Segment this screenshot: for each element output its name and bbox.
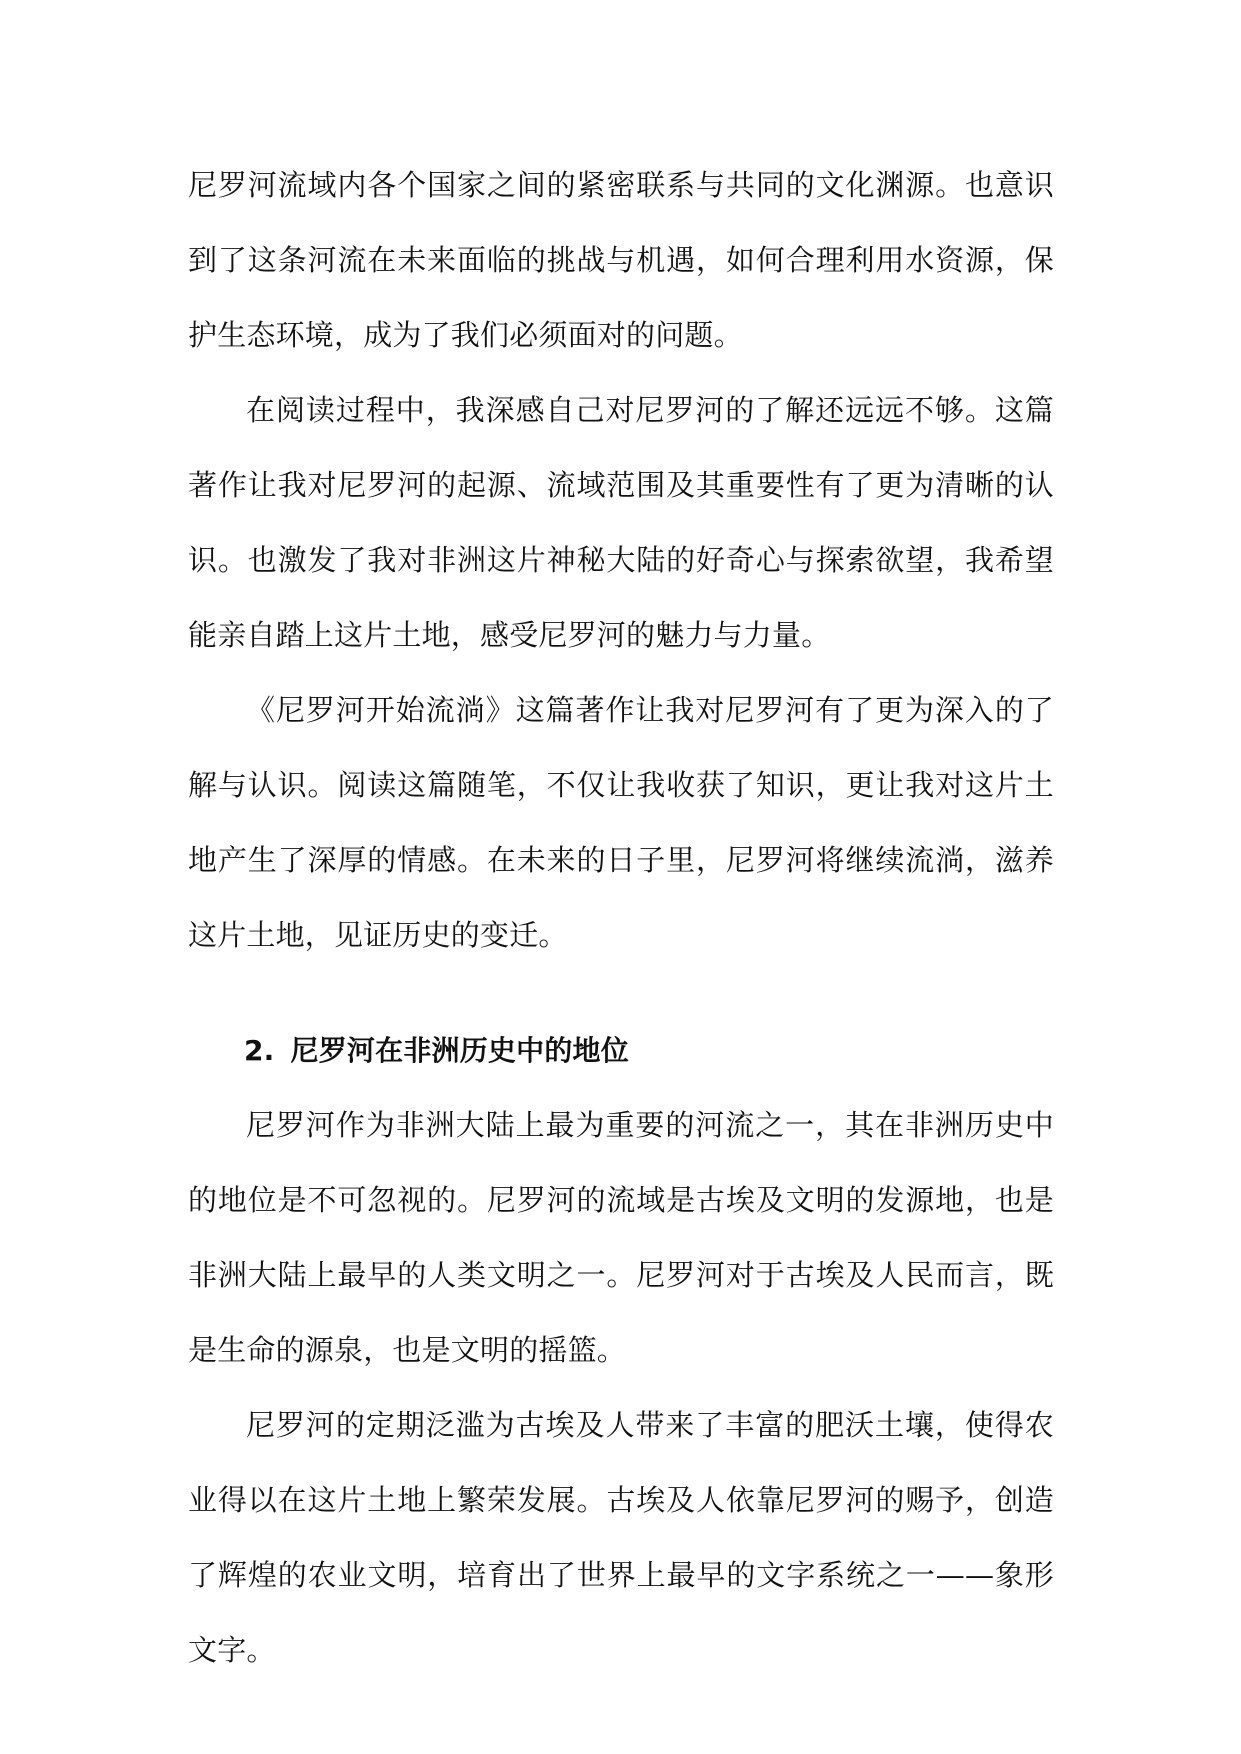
section-title: 尼罗河在非洲历史中的地位 bbox=[290, 1034, 629, 1067]
paragraph: 《尼罗河开始流淌》这篇著作让我对尼罗河有了更为深入的了解与认识。阅读这篇随笔，不仅让我收获了知识，更让我对这片土地产生了深厚的情感。在未来的日子里，尼罗河将继续流淌，滋养这片土地，见证历史的变迁。 bbox=[188, 693, 1054, 952]
document-body bbox=[188, 148, 1054, 1688]
paragraph: 尼罗河的定期泛滥为古埃及人带来了丰富的肥沃土壤，使得农业得以在这片土地上繁荣发展。古埃及人依靠尼罗河的赐予，创造了辉煌的农业文明，培育出了世界上最早的文字系统之一——象形文字。 bbox=[188, 1408, 1054, 1667]
section-spacer bbox=[188, 973, 1054, 1013]
section-heading bbox=[244, 1013, 1054, 1088]
section-number: 2. bbox=[244, 1034, 275, 1067]
paragraph: 尼罗河作为非洲大陆上最为重要的河流之一，其在非洲历史中的地位是不可忽视的。尼罗河的流域是古埃及文明的发源地，也是非洲大陆上最早的人类文明之一。尼罗河对于古埃及人民而言，既是生命的源泉，也是文明的摇篮。 bbox=[188, 1108, 1054, 1367]
paragraph-continued: 尼罗河流域内各个国家之间的紧密联系与共同的文化渊源。也意识到了这条河流在未来面临的挑战与机遇，如何合理利用水资源，保护生态环境，成为了我们必须面对的问题。 bbox=[188, 168, 1054, 352]
paragraph: 在阅读过程中，我深感自己对尼罗河的了解还远远不够。这篇著作让我对尼罗河的起源、流域范围及其重要性有了更为清晰的认识。也激发了我对非洲这片神秘大陆的好奇心与探索欲望，我希望能亲自踏上这片土地，感受尼罗河的魅力与力量。 bbox=[188, 393, 1054, 652]
